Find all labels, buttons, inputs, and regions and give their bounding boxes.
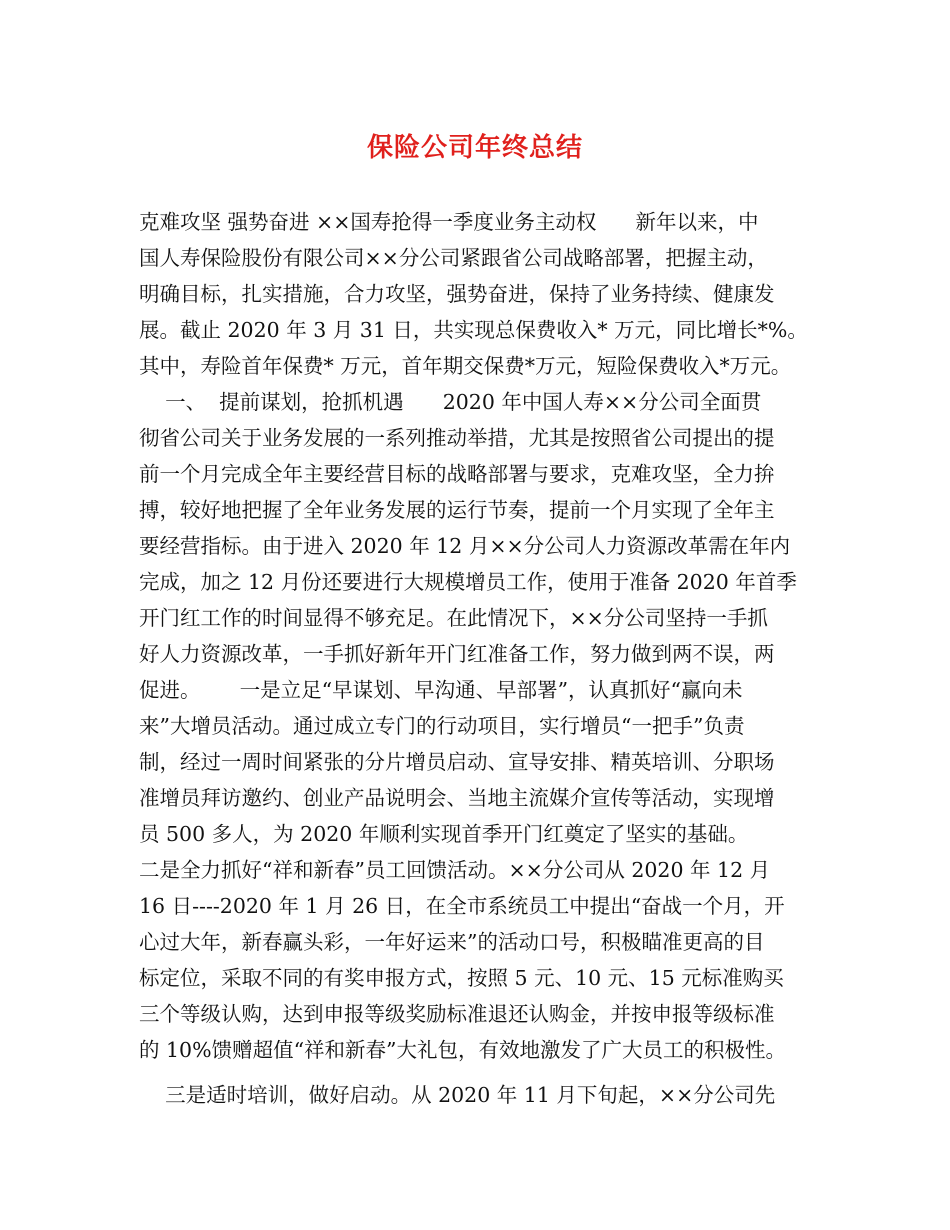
body-line: 心过大年，新春赢头彩，一年好运来”的活动口号，积极瞄准更高的目 bbox=[139, 930, 765, 954]
body-line: 的 10%馈赠超值“祥和新春”大礼包，有效地激发了广大员工的积极性。 bbox=[139, 1038, 787, 1062]
body-line: 要经营指标。由于进入 2020 年 12 月××分公司人力资源改革需在年内 bbox=[139, 534, 791, 558]
body-line: 搏，较好地把握了全年业务发展的运行节奏，提前一个月实现了全年主 bbox=[139, 498, 775, 522]
body-line: 促进。 一是立足“早谋划、早沟通、早部署”，认真抓好“赢向未 bbox=[139, 678, 743, 702]
body-line: 国人寿保险股份有限公司××分公司紧跟省公司战略部署，把握主动， bbox=[139, 246, 768, 270]
document-title: 保险公司年终总结 bbox=[366, 133, 583, 163]
body-line: 三个等级认购，达到申报等级奖励标准退还认购金，并按申报等级标准 bbox=[139, 1002, 775, 1026]
body-line: 展。截止 2020 年 3 月 31 日，共实现总保费收入* 万元，同比增长*%。 bbox=[139, 318, 808, 342]
body-line: 其中，寿险首年保费* 万元，首年期交保费*万元，短险保费收入*万元。 bbox=[139, 354, 792, 378]
body-line: 好人力资源改革，一手抓好新年开门红准备工作，努力做到两不误，两 bbox=[139, 642, 775, 666]
body-line: 明确目标，扎实措施，合力攻坚，强势奋进，保持了业务持续、健康发 bbox=[139, 282, 775, 306]
body-line: 来”大增员活动。通过成立专门的行动项目，实行增员“一把手”负责 bbox=[139, 714, 745, 738]
body-line: 克难攻坚 强势奋进 ××国寿抢得一季度业务主动权 新年以来，中 bbox=[139, 210, 759, 234]
body-line: 前一个月完成全年主要经营目标的战略部署与要求，克难攻坚，全力拚 bbox=[139, 462, 775, 486]
body-line: 彻省公司关于业务发展的一系列推动举措，尤其是按照省公司提出的提 bbox=[139, 426, 775, 450]
body-line: 开门红工作的时间显得不够充足。在此情况下，××分公司坚持一手抓 bbox=[139, 606, 768, 630]
body-line: 完成，加之 12 月份还要进行大规模增员工作，使用于准备 2020 年首季 bbox=[139, 570, 797, 594]
body-line: 员 500 多人，为 2020 年顺利实现首季开门红奠定了坚实的基础。 bbox=[139, 822, 749, 846]
body-line: 标定位，采取不同的有奖申报方式，按照 5 元、10 元、15 元标准购买 bbox=[139, 966, 784, 990]
body-line: 16 日----2020 年 1 月 26 日，在全市系统员工中提出“奋战一个月，开 bbox=[139, 894, 785, 918]
body-line: 三是适时培训，做好启动。从 2020 年 11 月下旬起，××分公司先 bbox=[139, 1083, 776, 1107]
body-line: 二是全力抓好“祥和新春”员工回馈活动。××分公司从 2020 年 12 月 bbox=[139, 858, 771, 882]
body-line: 一、 提前谋划，抢抓机遇 2020 年中国人寿××分公司全面贯 bbox=[139, 390, 762, 414]
body-line: 制，经过一周时间紧张的分片增员启动、宣导安排、精英培训、分职场 bbox=[139, 750, 775, 774]
body-line: 准增员拜访邀约、创业产品说明会、当地主流媒介宣传等活动，实现增 bbox=[139, 786, 775, 810]
